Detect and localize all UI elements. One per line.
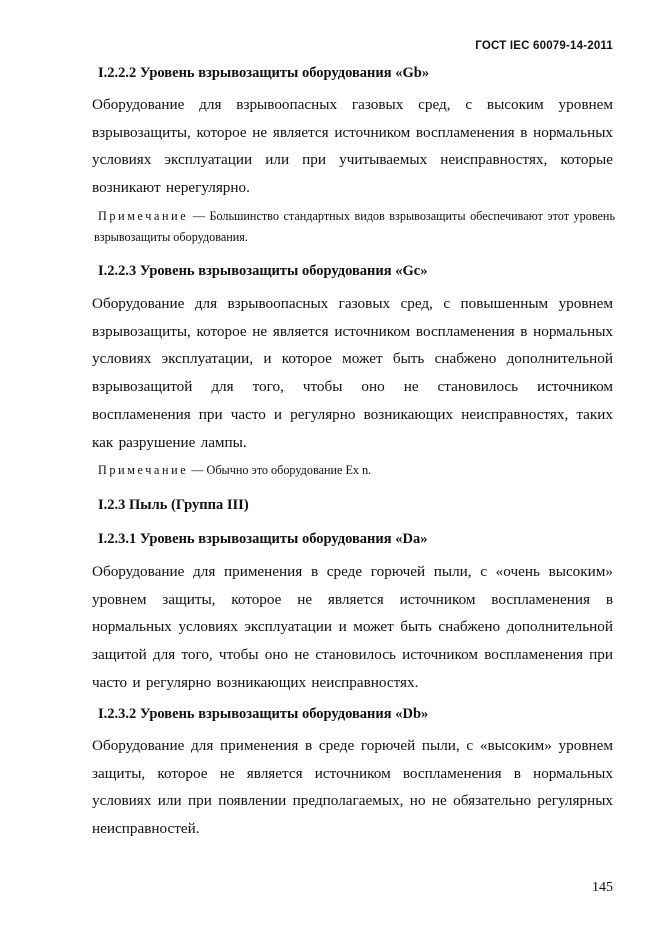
note-text: — Большинство стандартных видов взрывозащиты обеспечивают этот уровень взрывозащиты оборудования. [94, 209, 616, 244]
section-heading-gb: I.2.2.2 Уровень взрывозащиты оборудования «Gb» [98, 65, 430, 81]
section-body-db [92, 732, 613, 843]
paragraph-text: Оборудование для взрывоопасных газовых сред, с повышенным уровнем взрывозащиты, которое не является источником воспламенения в нормальных условиях эксплуатации, и которое может быть снабжено дополнительной взрывозащитой для того, чтобы оно не становилось источником воспламенения при часто и регулярно возникающих неисправностях, таких как разрушение лампы. [92, 295, 613, 451]
note-gc [94, 460, 615, 481]
paragraph [92, 732, 613, 843]
note-paragraph [94, 206, 615, 248]
note-text: — Обычно это оборудование Ex n. [191, 463, 372, 477]
document-code: ГОСТ IEC 60079-14-2011 [475, 40, 613, 52]
note-paragraph [94, 460, 615, 481]
section-body-gc [92, 290, 613, 456]
section-body-gb [92, 91, 613, 202]
section-heading-gc: I.2.2.3 Уровень взрывозащиты оборудования «Gc» [98, 263, 428, 279]
paragraph-text: Оборудование для взрывоопасных газовых сред, с высоким уровнем взрывозащиты, которое не является источником воспламенения в нормальных условиях эксплуатации или при учитываемых неисправностях, которые возникают нерегулярно. [92, 96, 613, 197]
page-number: 145 [592, 880, 613, 895]
paragraph [92, 290, 613, 456]
section-heading-da: I.2.3.1 Уровень взрывозащиты оборудования «Da» [98, 531, 428, 547]
note-label: Примечание [98, 463, 189, 477]
paragraph-text: Оборудование для применения в среде горючей пыли, с «высоким» уровнем защиты, которое не является источником воспламенения в нормальных условиях или при появлении предполагаемых, но не обязательно регулярных неисправностей. [92, 737, 613, 838]
paragraph-text: Оборудование для применения в среде горючей пыли, с «очень высоким» уровнем защиты, которое не является источником воспламенения в нормальных условиях эксплуатации и может быть снабжено дополнительной защитой для того, чтобы оно не становилось источником воспламенения при часто и регулярно возникающих неисправностях. [92, 563, 613, 691]
section-body-da [92, 558, 613, 697]
note-label: Примечание [98, 209, 189, 223]
paragraph [92, 91, 613, 202]
paragraph [92, 558, 613, 697]
note-gb [94, 206, 615, 248]
section-heading-dust: I.2.3 Пыль (Группа III) [98, 497, 249, 513]
section-heading-db: I.2.3.2 Уровень взрывозащиты оборудования «Db» [98, 706, 429, 722]
